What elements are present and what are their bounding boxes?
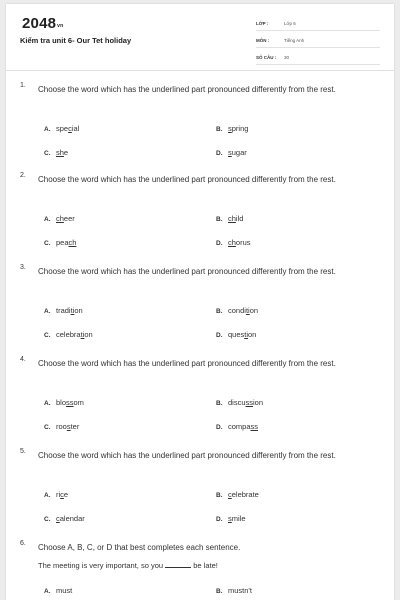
option-text: condi	[228, 306, 246, 315]
option-b[interactable]	[216, 398, 263, 407]
question-number: 5.	[20, 448, 26, 455]
option-letter: C.	[44, 240, 51, 247]
question-number: 6.	[20, 540, 26, 547]
option-letter: D.	[216, 332, 223, 339]
option-text: ion	[253, 398, 264, 407]
option-a[interactable]	[44, 586, 72, 595]
option-d[interactable]	[216, 238, 251, 247]
question-text: Choose the word which has the underlined part pronounced differently from the rest.	[38, 359, 336, 368]
option-text: tradi	[56, 306, 71, 315]
option-text: elebrate	[231, 490, 259, 499]
question-sentence	[38, 560, 218, 570]
option-c[interactable]	[44, 330, 93, 339]
test-header	[6, 4, 394, 62]
option-b[interactable]	[216, 306, 258, 315]
option-c[interactable]	[44, 514, 85, 523]
option-letter: D.	[216, 240, 223, 247]
option-text: ugar	[231, 148, 247, 157]
option-text: eer	[63, 214, 75, 223]
question-number: 2.	[20, 172, 26, 179]
question-number: 3.	[20, 264, 26, 271]
option-text: spe	[56, 124, 69, 133]
sentence-text: be late!	[193, 561, 218, 570]
option-text: on	[249, 306, 259, 315]
underlined-part: ch	[68, 238, 77, 247]
option-text: ri	[56, 490, 61, 499]
option-text: ques	[228, 330, 245, 339]
underlined-part: c	[228, 490, 232, 499]
option-letter: A.	[44, 126, 51, 133]
option-letter: A.	[44, 400, 51, 407]
option-text: ial	[71, 124, 80, 133]
option-c[interactable]	[44, 148, 68, 157]
option-text: mustn't	[228, 586, 252, 595]
option-text: discu	[228, 398, 246, 407]
underlined-part: ti	[245, 306, 250, 315]
option-d[interactable]	[216, 422, 258, 431]
underlined-part: c	[60, 490, 64, 499]
option-letter: A.	[44, 308, 51, 315]
sentence-text: The meeting is very important, so you	[38, 561, 164, 570]
test-title: Kiểm tra unit 6- Our Tet holiday	[20, 36, 132, 45]
meta-row-subject	[256, 34, 380, 48]
meta-row-class	[256, 17, 380, 31]
meta-value: 30	[284, 55, 290, 60]
question-number: 4.	[20, 356, 26, 363]
test-meta	[256, 17, 380, 68]
option-letter: B.	[216, 126, 223, 133]
underlined-part: sh	[56, 148, 64, 157]
option-letter: D.	[216, 150, 223, 157]
option-letter: C.	[44, 516, 51, 523]
underlined-part: c	[56, 514, 60, 523]
question-text: Choose the word which has the underlined part pronounced differently from the rest.	[38, 267, 336, 276]
option-letter: C.	[44, 424, 51, 431]
option-text: ter	[70, 422, 80, 431]
underlined-part: s	[228, 124, 232, 133]
question-text: Choose the word which has the underlined part pronounced differently from the rest.	[38, 451, 336, 460]
option-text: compa	[228, 422, 251, 431]
option-text: on	[248, 330, 257, 339]
header-divider	[6, 70, 394, 71]
meta-label: LỚP :	[256, 21, 269, 26]
option-text: on	[84, 330, 93, 339]
underlined-part: ss	[245, 398, 254, 407]
question-number: 1.	[20, 82, 26, 89]
option-a[interactable]	[44, 214, 75, 223]
option-letter: D.	[216, 424, 223, 431]
option-a[interactable]	[44, 398, 84, 407]
option-text: e	[63, 148, 69, 157]
option-text: alendar	[59, 514, 85, 523]
underlined-part: ti	[244, 330, 249, 339]
underlined-part: s	[228, 514, 232, 523]
option-c[interactable]	[44, 422, 79, 431]
option-letter: C.	[44, 332, 51, 339]
option-text: roo	[56, 422, 67, 431]
option-a[interactable]	[44, 490, 68, 499]
test-page	[6, 4, 394, 600]
option-letter: C.	[44, 150, 51, 157]
meta-row-count	[256, 51, 380, 65]
meta-value: Lớp 6	[284, 21, 296, 26]
question-text: Choose the word which has the underlined part pronounced differently from the rest.	[38, 85, 336, 94]
underlined-part: s	[66, 422, 71, 431]
option-a[interactable]	[44, 124, 79, 133]
option-d[interactable]	[216, 148, 247, 157]
underlined-part: ss	[250, 422, 259, 431]
option-text: ild	[235, 214, 244, 223]
option-text: mile	[231, 514, 246, 523]
option-d[interactable]	[216, 514, 246, 523]
option-b[interactable]	[216, 586, 252, 595]
option-b[interactable]	[216, 214, 243, 223]
underlined-part: ti	[80, 330, 85, 339]
option-text: on	[74, 306, 83, 315]
option-letter: A.	[44, 492, 51, 499]
answer-blank	[165, 560, 191, 568]
option-text: orus	[235, 238, 251, 247]
option-letter: A.	[44, 216, 51, 223]
option-letter: A.	[44, 588, 51, 595]
option-b[interactable]	[216, 124, 248, 133]
logo-text: 2048	[22, 15, 57, 32]
option-text: om	[73, 398, 84, 407]
option-text: pring	[231, 124, 249, 133]
question-text: Choose A, B, C, or D that best completes each sentence.	[38, 543, 241, 552]
option-text: celebra	[56, 330, 81, 339]
underlined-part: ch	[228, 238, 236, 247]
option-a[interactable]	[44, 306, 83, 315]
option-d[interactable]	[216, 330, 256, 339]
option-letter: B.	[216, 400, 223, 407]
meta-value: Tiếng Anh	[284, 38, 305, 43]
underlined-part: s	[228, 148, 232, 157]
underlined-part: ch	[56, 214, 64, 223]
site-logo[interactable]	[22, 15, 63, 32]
option-b[interactable]	[216, 490, 259, 499]
option-letter: B.	[216, 308, 223, 315]
underlined-part: ss	[66, 398, 74, 407]
underlined-part: ti	[70, 306, 75, 315]
option-text: e	[63, 490, 69, 499]
meta-label: MÔN :	[256, 38, 270, 43]
question-text: Choose the word which has the underlined part pronounced differently from the rest.	[38, 175, 336, 184]
option-text: must	[56, 586, 73, 595]
underlined-part: c	[68, 124, 72, 133]
logo-suffix: vn	[57, 23, 64, 29]
option-letter: B.	[216, 216, 223, 223]
meta-label: SỐ CÂU :	[256, 55, 277, 60]
option-c[interactable]	[44, 238, 76, 247]
option-text: pea	[56, 238, 69, 247]
option-letter: B.	[216, 492, 223, 499]
option-letter: B.	[216, 588, 223, 595]
underlined-part: ch	[228, 214, 236, 223]
option-text: blo	[56, 398, 67, 407]
option-letter: D.	[216, 516, 223, 523]
